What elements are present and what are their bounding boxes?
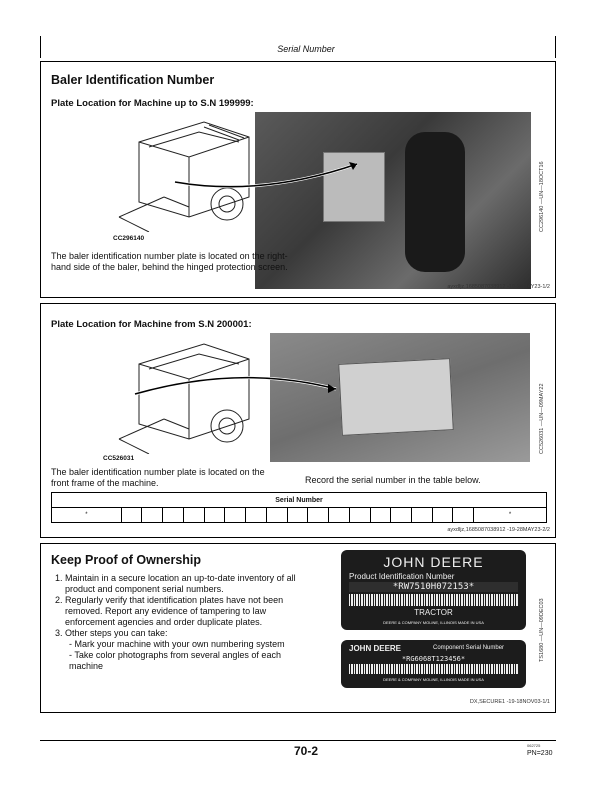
serial-cell[interactable] — [163, 508, 184, 523]
serial-table-row — [52, 508, 547, 523]
section-title: Baler Identification Number — [51, 73, 215, 87]
serial-cell[interactable] — [432, 508, 453, 523]
serial-cell[interactable] — [246, 508, 267, 523]
component-serial-plate — [341, 640, 526, 688]
comp-plate-barcode — [349, 664, 518, 674]
serial-cell-end[interactable]: * — [474, 508, 547, 523]
id-plate-photo-2 — [338, 358, 454, 436]
comp-plate-label: Component Serial Number — [433, 645, 505, 651]
plate-pin-label: Product Identification Number — [349, 572, 455, 581]
serial-number-table — [51, 492, 547, 523]
serial-cell[interactable] — [204, 508, 225, 523]
plate-machine-type: TRACTOR — [414, 608, 453, 617]
figure-code-2: CC526031 — [103, 455, 135, 462]
baler-id-section — [40, 61, 556, 298]
serial-cell[interactable] — [349, 508, 370, 523]
serial-cell[interactable] — [225, 508, 246, 523]
footer-rule — [40, 740, 556, 741]
serial-cell[interactable] — [287, 508, 308, 523]
reference-code-2: ayxdljz,1685087038912 -19-28MAY23-2/2 — [447, 527, 550, 533]
serial-cell[interactable] — [412, 508, 433, 523]
comp-plate-value: *RG6068T123456* — [401, 655, 466, 663]
callout-arrow-1 — [171, 142, 371, 202]
figure-vertical-code-1: CC296140 —UN—18OCT16 — [539, 161, 545, 232]
ownership-section — [40, 543, 556, 713]
page-number: 70-2 — [293, 744, 319, 758]
header-title: Serial Number — [277, 44, 335, 54]
serial-cell[interactable] — [329, 508, 350, 523]
ownership-title: Keep Proof of Ownership — [51, 553, 202, 567]
footer-small-code: 062725 — [527, 743, 541, 748]
ownership-subitem-1: - Mark your machine with your own numbering system — [69, 639, 285, 649]
serial-cell[interactable] — [370, 508, 391, 523]
product-id-plate — [341, 550, 526, 630]
plate-location-heading-2: Plate Location for Machine from S.N 200001: — [51, 319, 252, 330]
ownership-item-3: 3. Other steps you can take: - Mark your machine with your own numbering system - Take color photographs from several angles of each machine — [65, 628, 301, 672]
comp-plate-company: DEERE & COMPANY MOLINE, ILLINOIS MADE IN USA — [383, 677, 484, 682]
plate-company: DEERE & COMPANY MOLINE, ILLINOIS MADE IN USA — [383, 620, 484, 625]
ownership-reference-code: DX,SECURE1 -19-18NOV03-1/1 — [469, 699, 550, 705]
paragraph-plate-location-1: The baler identification number plate is located on the right-hand side of the baler, behind the hinged protection screen. — [51, 251, 288, 272]
plate-barcode — [349, 594, 518, 606]
serial-cell[interactable] — [121, 508, 142, 523]
serial-cell[interactable] — [183, 508, 204, 523]
serial-cell[interactable] — [266, 508, 287, 523]
serial-cell[interactable] — [391, 508, 412, 523]
plate-brand: JOHN DEERE — [383, 554, 484, 570]
callout-arrow-2 — [131, 354, 351, 404]
figure-vertical-code-2: CC526031 —UN—09MAY22 — [539, 383, 545, 454]
serial-cell[interactable] — [142, 508, 163, 523]
ownership-item-1: 1. Maintain in a secure location an up-to-date inventory of all product and component serial numbers. — [65, 573, 301, 595]
ownership-subitem-2: - Take color photographs from several angles of each machine — [69, 650, 281, 671]
serial-table-header: Serial Number — [52, 493, 547, 508]
comp-plate-brand: JOHN DEERE — [349, 644, 402, 653]
part-number: PN=230 — [527, 750, 553, 757]
serial-cell[interactable] — [453, 508, 474, 523]
hose-photo — [405, 132, 465, 272]
ownership-list — [51, 573, 301, 672]
plate-location-heading-1: Plate Location for Machine up to S.N 199999: — [51, 98, 254, 109]
record-instruction: Record the serial number in the table below. — [305, 475, 481, 485]
reference-code-1: ayxdljz,1685087038912 -19-28MAY23-1/2 — [447, 284, 550, 290]
ownership-item-2: 2. Regularly verify that identification plates have not been removed. Report any evidence of tampering to law enforcement agencies and order duplicate plates. — [65, 595, 301, 628]
paragraph-plate-location-2: The baler identification number plate is located on the front frame of the machine. — [51, 467, 265, 488]
serial-cell-start[interactable]: * — [52, 508, 122, 523]
figure-code-1: CC296140 — [113, 235, 145, 242]
ownership-figure-vertical-code: TS1680 —UN—09DEC03 — [539, 598, 545, 662]
serial-cell[interactable] — [308, 508, 329, 523]
plate-location-section-2 — [40, 303, 556, 538]
plate-pin-value: *RW7510H072153* — [349, 582, 518, 592]
